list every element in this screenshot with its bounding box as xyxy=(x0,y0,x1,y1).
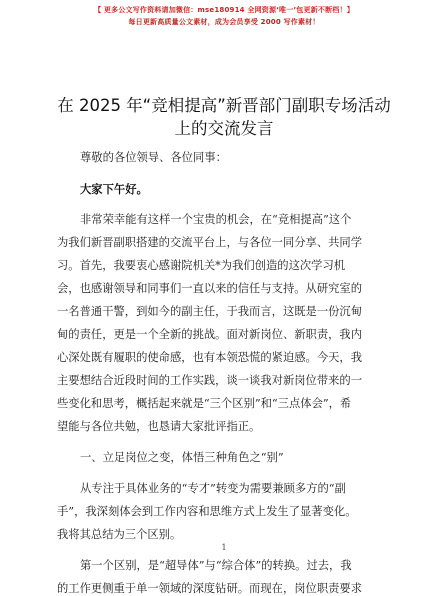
promo-banner-line-2: 每日更新高质量公文素材，成为会员享受 2000 写作素材！ xyxy=(128,18,320,26)
body-line: 主要想结合近段时间的工作实践，谈一谈我对新岗位带来的一 xyxy=(57,374,363,387)
body-line: 些变化和思考，概括起来就是“三个区别”和“三点体会”，希 xyxy=(57,397,352,410)
document-title-line-2: 上的交流发言 xyxy=(174,119,274,138)
greeting: 大家下午好。 xyxy=(80,182,148,196)
body-line: 非常荣幸能有这样一个宝贵的机会，在“竞相提高”这个 xyxy=(80,213,352,226)
body-line: 甸的责任，更是一个全新的挑战。面对新岗位、新职责，我内 xyxy=(57,328,363,341)
body-line: 一名普通干警，到如今的副主任，于我而言，这既是一份沉甸 xyxy=(57,305,363,318)
body-line: 会，也感谢领导和同事们一直以来的信任与支持。从研究室的 xyxy=(57,282,363,295)
page-number: 1 xyxy=(221,543,227,552)
body-line: 第一个区别，是“超导体”与“综合体”的转换。过去，我 xyxy=(80,559,352,572)
body-line: 望能与各位共勉，也恳请大家批评指正。 xyxy=(57,420,261,433)
body-line: 习。首先，我要衷心感谢院机关*为我们创造的这次学习机 xyxy=(57,259,346,272)
body-line: 从专注于具体业务的“专才”转变为需要兼顾多方的“副 xyxy=(80,482,346,495)
document-title-line-1: 在 2025 年“竞相提高”新晋部门副职专场活动 xyxy=(57,96,391,115)
body-line: 手”，我深刻体会到工作内容和思维方式上发生了显著变化。 xyxy=(57,505,357,518)
salutation: 尊敬的各位领导、各位同事： xyxy=(80,151,227,164)
body-line: 为我们新晋副职搭建的交流平台上，与各位一同分享、共同学 xyxy=(57,236,363,249)
section-heading: 一、立足岗位之变，体悟三种角色之“别” xyxy=(80,451,284,464)
body-line: 心深处既有履职的使命感，也有本领恐慌的紧迫感。今天，我 xyxy=(57,351,363,364)
body-line: 的工作更侧重于单一领域的深度钻研。而现在，岗位职责要求 xyxy=(57,582,363,595)
body-line: 我将其总结为三个区别。 xyxy=(57,528,182,541)
promo-banner-line-1: 【 更多公文写作资料请加微信：mse180914 全网资源‘唯一’包更新不断档！】 xyxy=(94,6,354,14)
